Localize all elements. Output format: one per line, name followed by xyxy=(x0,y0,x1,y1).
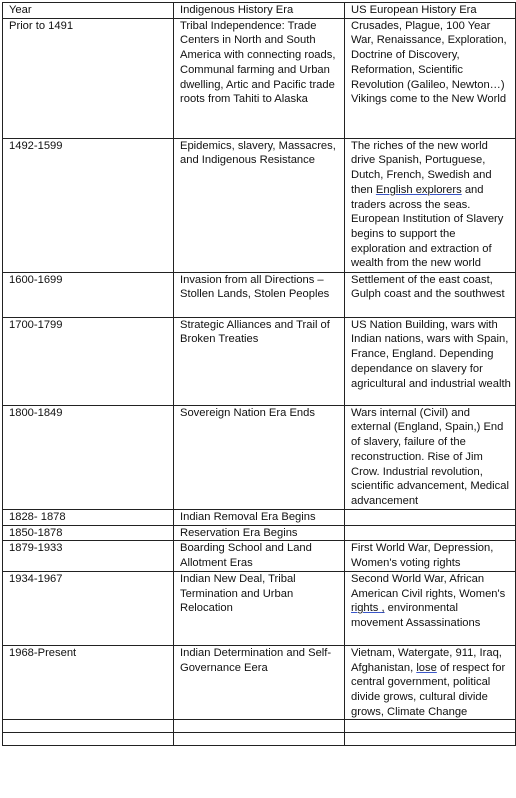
header-indigenous-era: Indigenous History Era xyxy=(174,3,345,19)
header-european-era: US European History Era xyxy=(345,3,516,19)
underlined-text: lose xyxy=(416,661,437,674)
european-text-after: and traders across the seas. European Institution of Slavery begins to support the exploration and extraction of wealth from the new world xyxy=(351,183,504,270)
indigenous-cell: Epidemics, slavery, Massacres, and Indigenous Resistance xyxy=(174,138,345,272)
european-cell xyxy=(345,571,516,645)
empty-row xyxy=(3,720,516,733)
indigenous-cell: Reservation Era Begins xyxy=(174,525,345,541)
indigenous-cell: Indian Determination and Self-Governance Eera xyxy=(174,645,345,720)
year-cell: 1934-1967 xyxy=(3,571,174,645)
indigenous-cell: Indian Removal Era Begins xyxy=(174,509,345,525)
table-row xyxy=(3,571,516,645)
year-cell: Prior to 1491 xyxy=(3,18,174,138)
european-cell: US Nation Building, wars with Indian nations, wars with Spain, France, England. Depending dependance on slavery for agricultural and industrial wealth xyxy=(345,317,516,405)
underlined-text: English explorers xyxy=(375,183,462,196)
european-text-after: environmental movement Assassinations xyxy=(351,602,481,629)
history-eras-table xyxy=(2,2,516,746)
european-line: Vikings come to the New World xyxy=(351,93,507,106)
year-cell: 1968-Present xyxy=(3,645,174,720)
european-text-before: Second World War, African American Civil rights, Women's xyxy=(351,572,506,600)
european-cell: First World War, Depression, Women's voting rights xyxy=(345,541,516,571)
european-cell xyxy=(345,509,516,525)
year-cell: 1492-1599 xyxy=(3,138,174,272)
european-cell xyxy=(345,138,516,272)
european-cell xyxy=(345,525,516,541)
year-cell: 1879-1933 xyxy=(3,541,174,571)
empty-cell xyxy=(174,720,345,733)
table-header-row xyxy=(3,3,516,19)
table-row xyxy=(3,541,516,571)
empty-cell xyxy=(345,733,516,746)
empty-row xyxy=(3,733,516,746)
indigenous-cell: Indian New Deal, Tribal Termination and Urban Relocation xyxy=(174,571,345,645)
indigenous-cell: Boarding School and Land Allotment Eras xyxy=(174,541,345,571)
table-row xyxy=(3,645,516,720)
european-line: Crusades, Plague, 100 Year War, Renaissance, Exploration, Doctrine of Discovery, Reformation, Scientific Revolution (Galileo, Newton…) xyxy=(351,19,507,91)
table-row xyxy=(3,317,516,405)
header-year: Year xyxy=(3,3,174,19)
empty-cell xyxy=(3,720,174,733)
european-cell: Settlement of the east coast, Gulph coast and the southwest xyxy=(345,272,516,317)
table-row xyxy=(3,509,516,525)
empty-cell xyxy=(174,733,345,746)
indigenous-cell: Sovereign Nation Era Ends xyxy=(174,405,345,509)
year-cell: 1828- 1878 xyxy=(3,509,174,525)
table-row xyxy=(3,138,516,272)
underlined-text: rights , xyxy=(351,602,385,615)
indigenous-cell: Invasion from all Directions – Stollen Lands, Stolen Peoples xyxy=(174,272,345,317)
indigenous-cell: Strategic Alliances and Trail of Broken Treaties xyxy=(174,317,345,405)
empty-cell xyxy=(3,733,174,746)
empty-cell xyxy=(345,720,516,733)
year-cell: 1700-1799 xyxy=(3,317,174,405)
european-text-after: of respect for central government, political divide grows, cultural divide grows, Climate Change xyxy=(351,661,506,718)
table-row xyxy=(3,405,516,509)
table-row xyxy=(3,272,516,317)
european-cell xyxy=(345,18,516,138)
european-text-before: Vietnam, Watergate, 911, Iraq, Afghanistan, xyxy=(351,646,502,674)
european-cell: Wars internal (Civil) and external (England, Spain,) End of slavery, failure of the reconstruction. Rise of Jim Crow. Industrial revolution, scientific advancement, Medical advancement xyxy=(345,405,516,509)
year-cell: 1800-1849 xyxy=(3,405,174,509)
document-page xyxy=(2,2,515,746)
european-cell xyxy=(345,645,516,720)
table-row xyxy=(3,18,516,138)
year-cell: 1850-1878 xyxy=(3,525,174,541)
indigenous-cell: Tribal Independence: Trade Centers in North and South America with connecting roads, Communal farming and Urban dwelling, Artic and Pacific trade roots from Tahiti to Alaska xyxy=(174,18,345,138)
year-cell: 1600-1699 xyxy=(3,272,174,317)
table-row xyxy=(3,525,516,541)
european-text-before: The riches of the new world drive Spanish, Portuguese, Dutch, French, Swedish and then xyxy=(351,139,492,196)
